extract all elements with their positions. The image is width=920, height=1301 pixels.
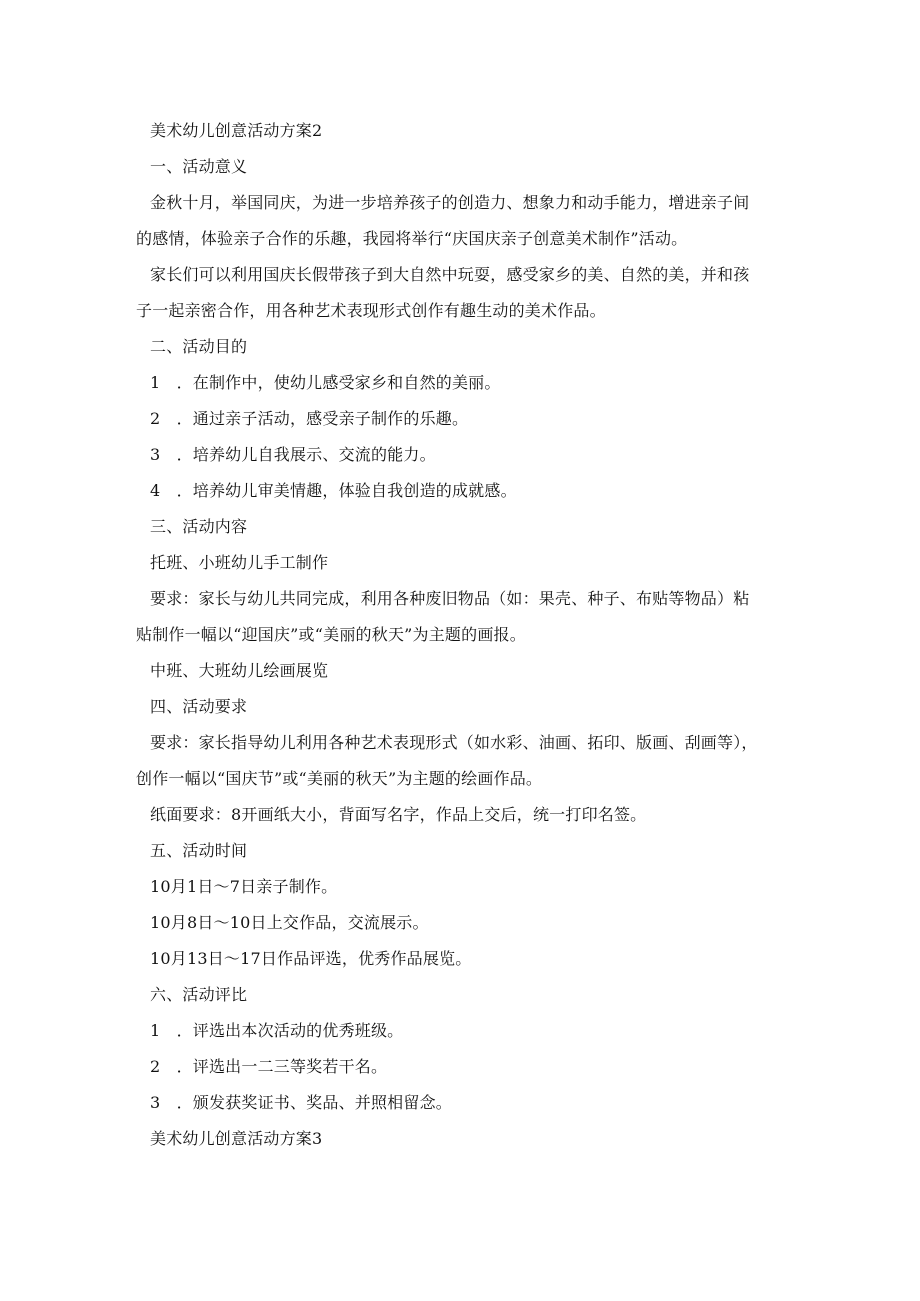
section-heading-6: 六、活动评比: [150, 985, 248, 1004]
time-item-2: 10月8日～10日上交作品，交流展示。: [150, 913, 429, 932]
requirement-line-1: 要求：家长指导幼儿利用各种艺术表现形式（如水彩、油画、拓印、版画、刮画等），: [150, 733, 758, 752]
content-requirement-line-2: 贴制作一幅以“迎国庆”或“美丽的秋天”为主题的画报。: [136, 625, 526, 644]
requirement-line-2: 创作一幅以“国庆节”或“美丽的秋天”为主题的绘画作品。: [136, 769, 543, 788]
paragraph-meaning-line-1: 金秋十月，举国同庆，为进一步培养孩子的创造力、想象力和动手能力，增进亲子间: [150, 193, 750, 212]
paragraph-meaning-line-3: 家长们可以利用国庆长假带孩子到大自然中玩耍，感受家乡的美、自然的美，并和孩: [150, 265, 750, 284]
section-heading-1: 一、活动意义: [150, 157, 248, 176]
section-heading-5: 五、活动时间: [150, 841, 248, 860]
goal-item-1: 1 ．在制作中，使幼儿感受家乡和自然的美丽。: [150, 373, 501, 392]
goal-item-4: 4 ．培养幼儿审美情趣，体验自我创造的成就感。: [150, 481, 517, 500]
section-heading-3: 三、活动内容: [150, 517, 248, 536]
content-subheading-1: 托班、小班幼儿手工制作: [150, 553, 329, 572]
goal-item-3: 3 ．培养幼儿自我展示、交流的能力。: [150, 445, 436, 464]
content-requirement-line-1: 要求：家长与幼儿共同完成，利用各种废旧物品（如：果壳、种子、布贴等物品）粘: [150, 589, 750, 608]
next-document-title: 美术幼儿创意活动方案3: [150, 1129, 323, 1148]
section-heading-2: 二、活动目的: [150, 337, 248, 356]
award-item-1: 1 ．评选出本次活动的优秀班级。: [150, 1021, 404, 1040]
time-item-3: 10月13日～17日作品评选，优秀作品展览。: [150, 949, 472, 968]
content-subheading-2: 中班、大班幼儿绘画展览: [150, 661, 329, 680]
goal-item-2: 2 ．通过亲子活动，感受亲子制作的乐趣。: [150, 409, 469, 428]
time-item-1: 10月1日～7日亲子制作。: [150, 877, 338, 896]
document-title: 美术幼儿创意活动方案2: [150, 121, 323, 140]
paragraph-meaning-line-4: 子一起亲密合作，用各种艺术表现形式创作有趣生动的美术作品。: [136, 301, 606, 320]
section-heading-4: 四、活动要求: [150, 697, 248, 716]
paper-requirement: 纸面要求：8开画纸大小，背面写名字，作品上交后，统一打印名签。: [150, 805, 647, 824]
award-item-2: 2 ．评选出一二三等奖若干名。: [150, 1057, 388, 1076]
award-item-3: 3 ．颁发获奖证书、奖品、并照相留念。: [150, 1093, 452, 1112]
paragraph-meaning-line-2: 的感情，体验亲子合作的乐趣，我园将举行“庆国庆亲子创意美术制作”活动。: [136, 229, 688, 248]
